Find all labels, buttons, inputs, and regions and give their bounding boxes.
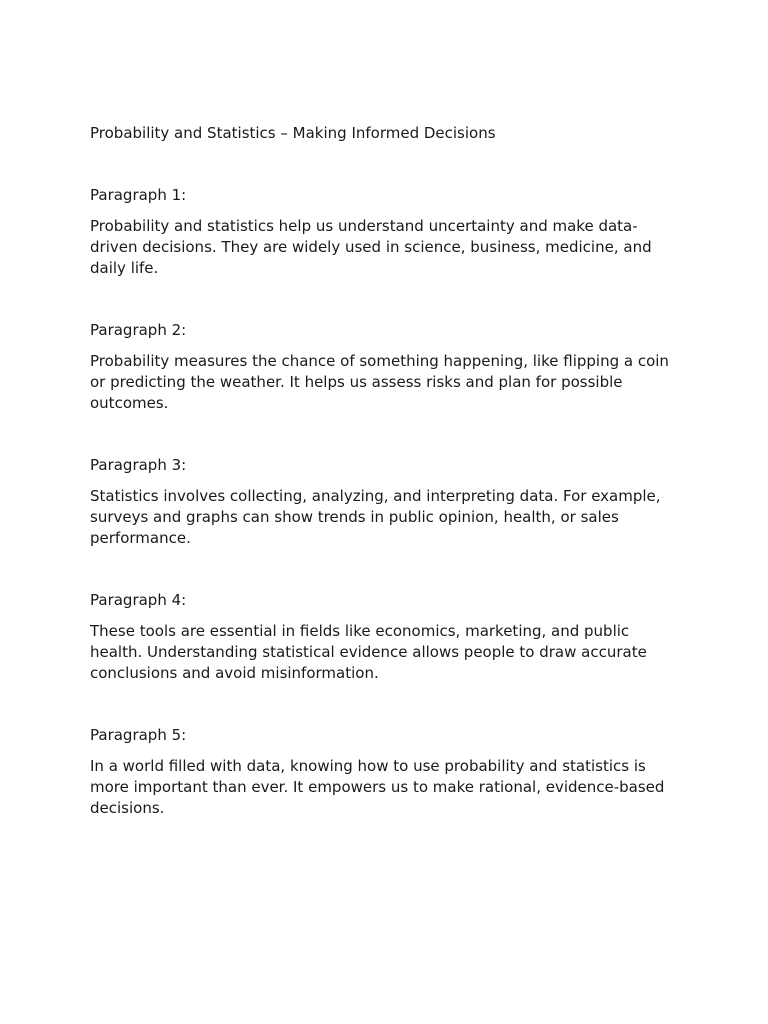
paragraph-body: Probability and statistics help us understand uncertainty and make data-driven decisions. They are widely used in science, business, medicine, and daily life.: [90, 217, 652, 277]
paragraph-heading: Paragraph 1:: [90, 186, 187, 204]
paragraph-heading: Paragraph 3:: [90, 456, 187, 474]
paragraph-body: Statistics involves collecting, analyzing, and interpreting data. For example, surveys and graphs can show trends in public opinion, health, or sales performance.: [90, 487, 661, 547]
paragraph-body: In a world filled with data, knowing how to use probability and statistics is more important than ever. It empowers us to make rational, evidence-based decisions.: [90, 757, 665, 817]
paragraph-section-4: [90, 590, 680, 684]
paragraph-body: These tools are essential in fields like economics, marketing, and public health. Understanding statistical evidence allows people to draw accurate conclusions and avoid misinformation.: [90, 622, 647, 682]
paragraph-body: Probability measures the chance of something happening, like flipping a coin or predicting the weather. It helps us assess risks and plan for possible outcomes.: [90, 352, 669, 412]
paragraph-section-5: [90, 725, 680, 819]
paragraph-heading: Paragraph 2:: [90, 321, 187, 339]
paragraph-heading: Paragraph 4:: [90, 591, 187, 609]
paragraph-section-1: [90, 185, 680, 279]
document-page: [90, 123, 680, 860]
paragraph-section-3: [90, 455, 680, 549]
paragraph-heading: Paragraph 5:: [90, 726, 187, 744]
document-title: Probability and Statistics – Making Informed Decisions: [90, 124, 496, 142]
paragraph-section-2: [90, 320, 680, 414]
